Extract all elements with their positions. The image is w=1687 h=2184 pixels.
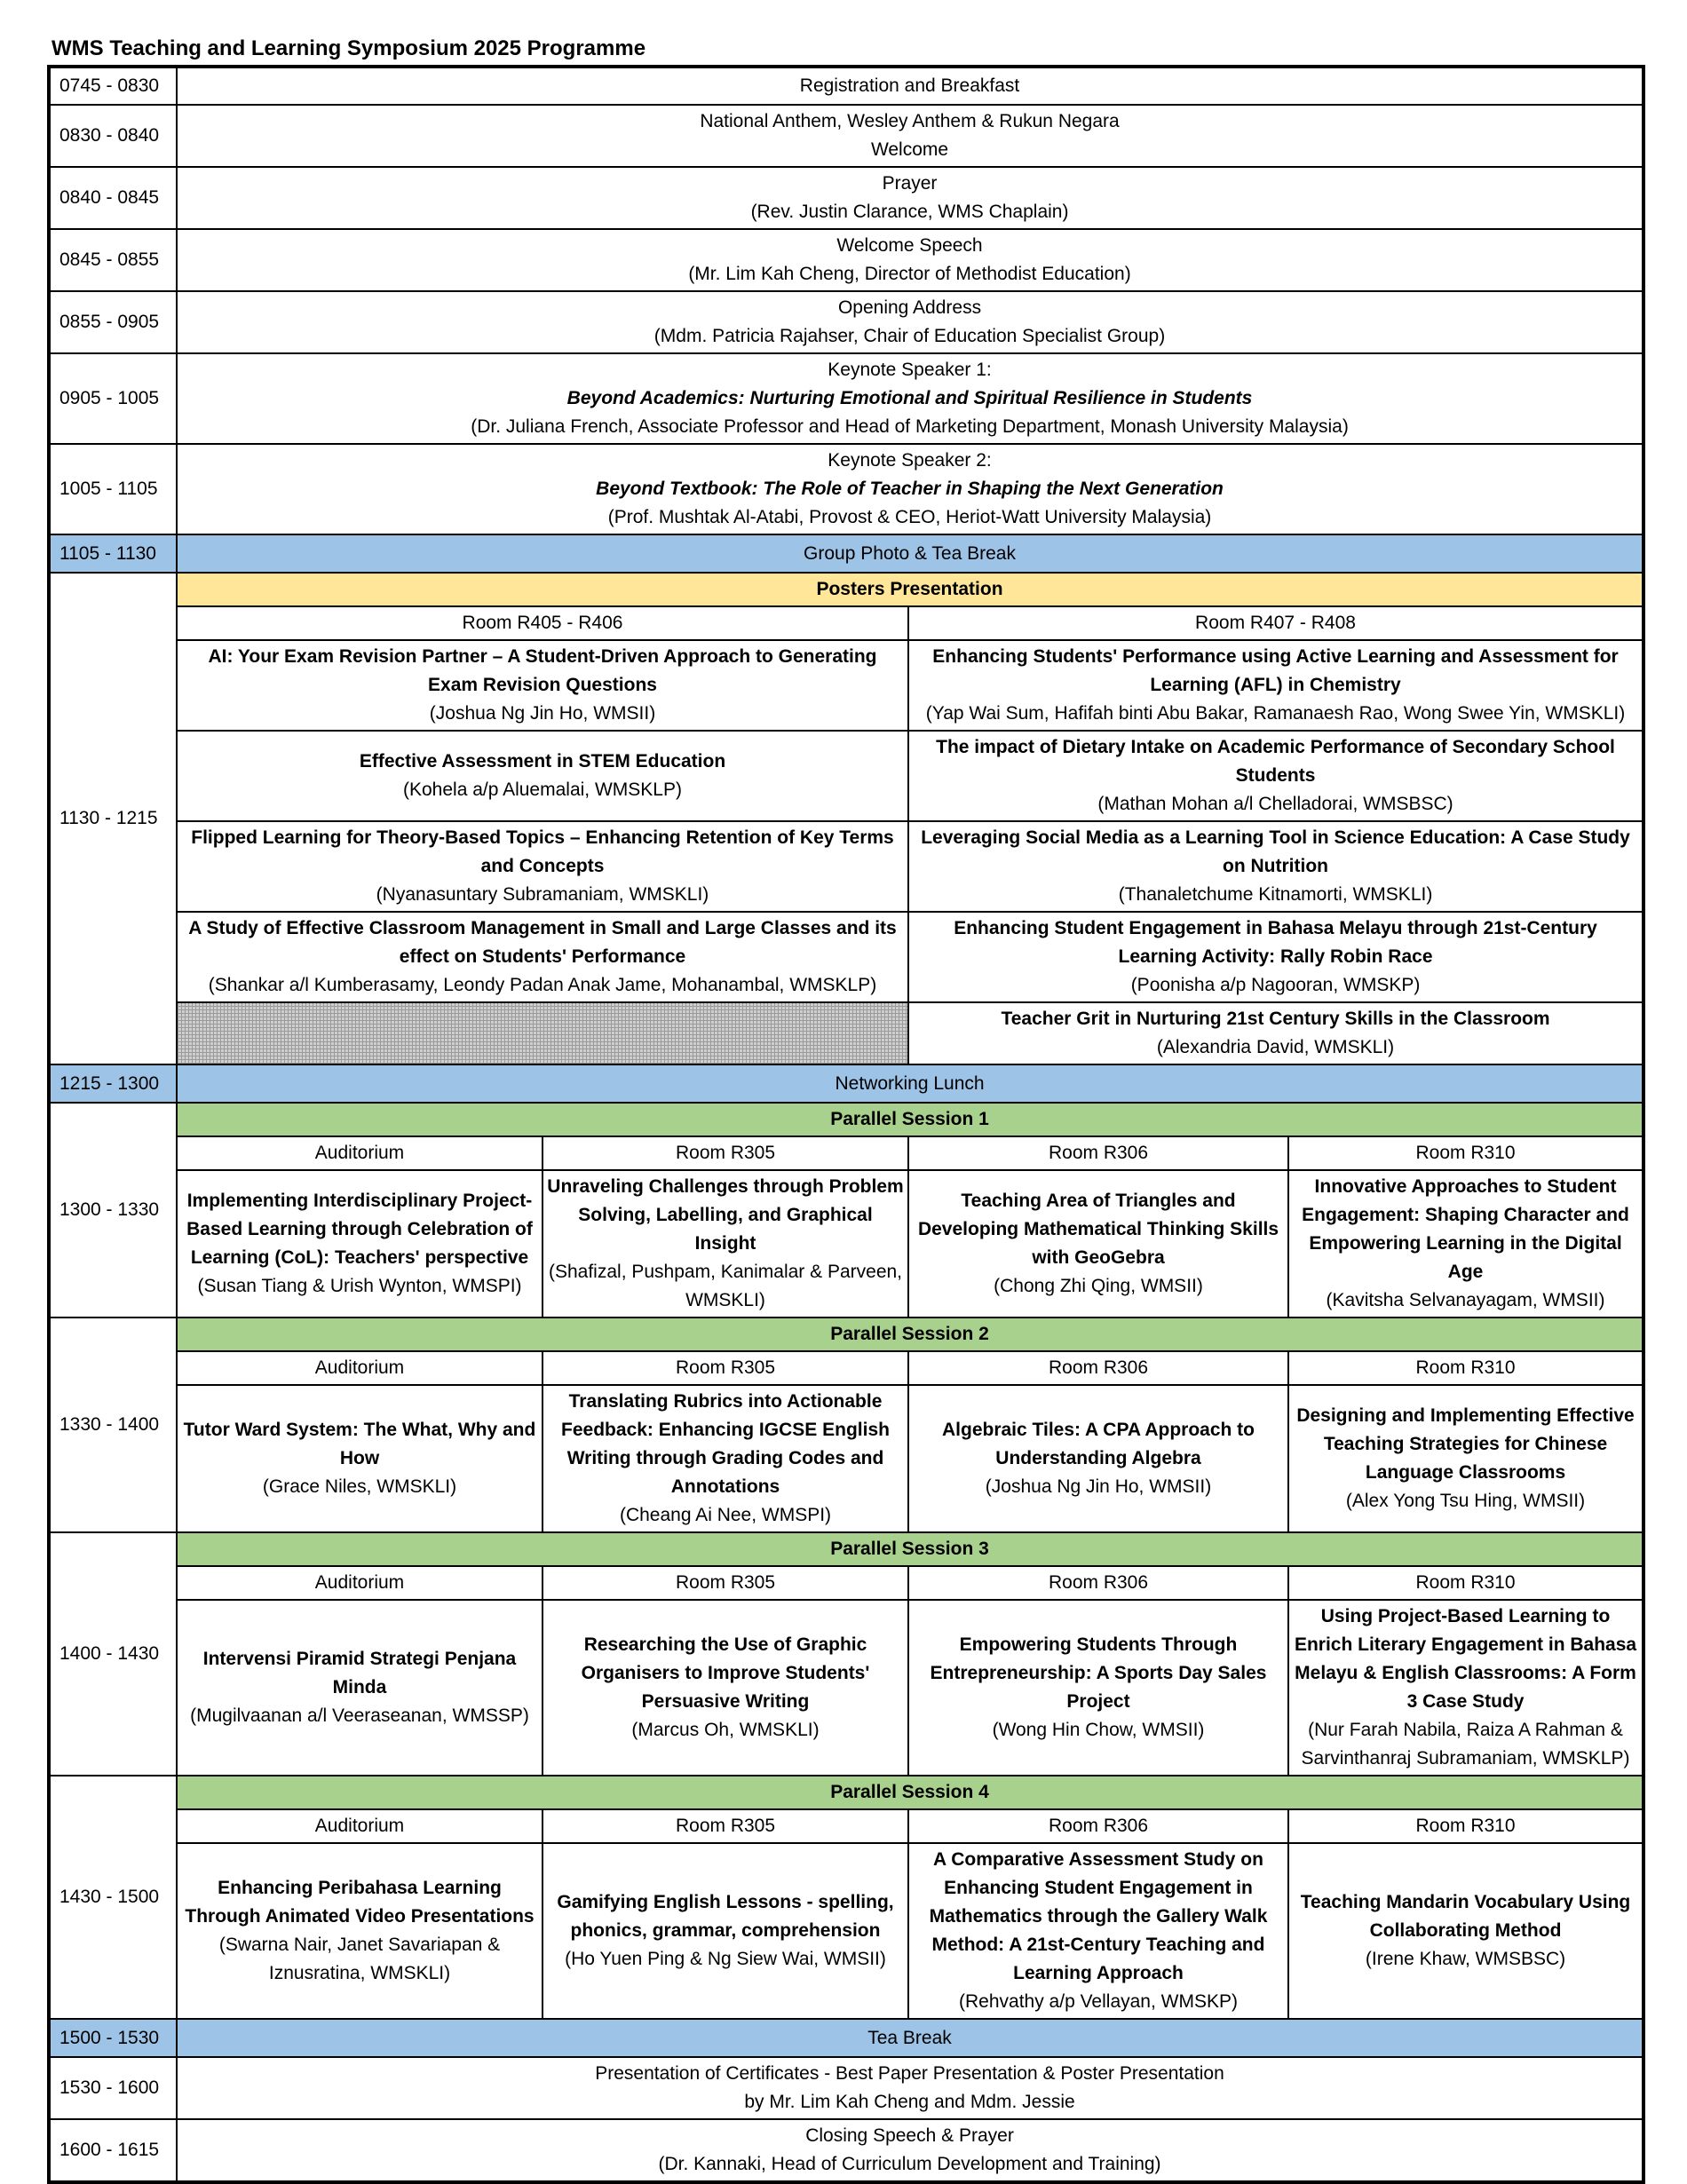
presentation-title: Enhancing Peribahasa Learning Through Animated Video Presentations <box>185 1878 535 1927</box>
session-header-row <box>49 1532 1643 1566</box>
keynote-cell <box>177 353 1643 444</box>
event-text: Closing Speech & Prayer <box>805 2125 1014 2146</box>
poster-title: AI: Your Exam Revision Partner – A Student-Driven Approach to Generating Exam Revision Questions <box>208 646 877 695</box>
presentation-presenter: (Shafizal, Pushpam, Kanimalar & Parveen, WMSKLI) <box>548 1262 903 1310</box>
time-cell: 0855 - 0905 <box>49 291 177 353</box>
session-header-row <box>49 1318 1643 1351</box>
presentation-row <box>49 1170 1643 1318</box>
presentation-presenter: (Cheang Ai Nee, WMSPI) <box>619 1505 832 1525</box>
presentation-title: Translating Rubrics into Actionable Feedback: Enhancing IGCSE English Writing through Grading Codes and Annotations <box>561 1391 890 1497</box>
event-text: Presentation of Certificates - Best Paper Presentation & Poster Presentation <box>595 2063 1224 2084</box>
event-cell <box>177 291 1643 353</box>
poster-presenter: (Thanaletchume Kitnamorti, WMSKLI) <box>1118 884 1433 905</box>
presentation-title: Teaching Area of Triangles and Developing Mathematical Thinking Skills with GeoGebra <box>917 1191 1279 1268</box>
room-label: Room R305 <box>543 1136 908 1170</box>
event-speaker: by Mr. Lim Kah Cheng and Mdm. Jessie <box>744 2092 1075 2112</box>
poster-presenter: (Kohela a/p Aluemalai, WMSKLP) <box>403 779 682 800</box>
presentation-cell <box>908 1600 1288 1776</box>
presentation-cell <box>177 1170 543 1318</box>
poster-cell <box>177 640 908 731</box>
presentation-cell <box>908 1170 1288 1318</box>
poster-presenter: (Mathan Mohan a/l Chelladorai, WMSBSC) <box>1097 794 1453 814</box>
break-row <box>49 534 1643 573</box>
keynote-cell <box>177 444 1643 534</box>
poster-cell <box>177 821 908 912</box>
presentation-presenter: (Alex Yong Tsu Hing, WMSII) <box>1345 1491 1586 1511</box>
room-label: Auditorium <box>177 1136 543 1170</box>
room-label: Auditorium <box>177 1351 543 1385</box>
presentation-presenter: (Kavitsha Selvanayagam, WMSII) <box>1326 1290 1605 1310</box>
presentation-cell <box>1288 1843 1643 2019</box>
room-label: Room R306 <box>908 1136 1288 1170</box>
presentation-title: Unraveling Challenges through Problem Solving, Labelling, and Graphical Insight <box>547 1176 904 1254</box>
presentation-presenter: (Wong Hin Chow, WMSII) <box>992 1720 1205 1740</box>
poster-title: A Study of Effective Classroom Management in Small and Large Classes and its effect on Students' Performance <box>188 918 897 967</box>
time-cell: 1430 - 1500 <box>49 1776 177 2019</box>
poster-title: Enhancing Students' Performance using Active Learning and Assessment for Learning (AFL) in Chemistry <box>932 646 1619 695</box>
presentation-title: Using Project-Based Learning to Enrich Literary Engagement in Bahasa Melayu & English Classrooms: A Form 3 Case Study <box>1294 1606 1637 1712</box>
schedule-row <box>49 167 1643 229</box>
presentation-cell <box>543 1600 908 1776</box>
poster-presenter: (Joshua Ng Jin Ho, WMSII) <box>429 703 656 724</box>
presentation-presenter: (Susan Tiang & Urish Wynton, WMSPI) <box>197 1276 522 1296</box>
keynote-row <box>49 444 1643 534</box>
poster-row <box>49 912 1643 1002</box>
presentation-row <box>49 1600 1643 1776</box>
room-row <box>49 1351 1643 1385</box>
poster-presenter: (Poonisha a/p Nagooran, WMSKP) <box>1130 975 1421 995</box>
presentation-title: Teaching Mandarin Vocabulary Using Collaborating Method <box>1300 1892 1631 1941</box>
keynote-heading: Keynote Speaker 1: <box>828 360 992 380</box>
event-text: Welcome Speech <box>836 235 983 256</box>
time-cell: 0840 - 0845 <box>49 167 177 229</box>
event-cell <box>177 2057 1643 2119</box>
presentation-presenter: (Swarna Nair, Janet Savariapan & Iznusratina, WMSKLI) <box>218 1935 501 1983</box>
presentation-presenter: (Grace Niles, WMSKLI) <box>262 1476 457 1497</box>
keynote-topic: Beyond Academics: Nurturing Emotional and Spiritual Resilience in Students <box>566 388 1253 408</box>
poster-cell <box>908 821 1643 912</box>
presentation-presenter: (Chong Zhi Qing, WMSII) <box>994 1276 1203 1296</box>
poster-title: Leveraging Social Media as a Learning Tool in Science Education: A Case Study on Nutrition <box>921 827 1630 876</box>
presentation-presenter: (Joshua Ng Jin Ho, WMSII) <box>985 1476 1212 1497</box>
time-cell: 1215 - 1300 <box>49 1064 177 1103</box>
room-label: Room R306 <box>908 1566 1288 1600</box>
break-row <box>49 1064 1643 1103</box>
keynote-topic: Beyond Textbook: The Role of Teacher in Shaping the Next Generation <box>596 479 1224 499</box>
session-header-row <box>49 1776 1643 1809</box>
room-row <box>49 1136 1643 1170</box>
event-text: Opening Address <box>837 297 982 318</box>
presentation-presenter: (Rehvathy a/p Vellayan, WMSKP) <box>959 1991 1238 2012</box>
time-cell: 1400 - 1430 <box>49 1532 177 1776</box>
session-heading: Parallel Session 4 <box>177 1776 1643 1809</box>
presentation-cell <box>1288 1385 1643 1532</box>
room-row <box>49 606 1643 640</box>
room-label: Room R405 - R406 <box>177 606 908 640</box>
presentation-cell <box>1288 1600 1643 1776</box>
presentation-presenter: (Nur Farah Nabila, Raiza A Rahman & Sarvinthanraj Subramaniam, WMSKLP) <box>1301 1720 1630 1769</box>
event-text: Welcome <box>870 139 949 160</box>
poster-presenter: (Shankar a/l Kumberasamy, Leondy Padan Anak Jame, Mohanambal, WMSKLP) <box>208 975 877 995</box>
break-label: Tea Break <box>177 2019 1643 2057</box>
break-label: Networking Lunch <box>177 1064 1643 1103</box>
presentation-cell <box>543 1843 908 2019</box>
room-label: Auditorium <box>177 1566 543 1600</box>
room-label: Room R310 <box>1288 1809 1643 1843</box>
poster-cell <box>177 731 908 821</box>
session-heading: Parallel Session 1 <box>177 1103 1643 1136</box>
presentation-cell <box>177 1843 543 2019</box>
poster-cell <box>177 912 908 1002</box>
room-label: Room R407 - R408 <box>908 606 1643 640</box>
time-cell: 0830 - 0840 <box>49 105 177 167</box>
keynote-heading: Keynote Speaker 2: <box>828 450 992 471</box>
time-cell: 1530 - 1600 <box>49 2057 177 2119</box>
poster-cell <box>908 1002 1643 1064</box>
posters-heading: Posters Presentation <box>177 573 1643 606</box>
poster-row <box>49 731 1643 821</box>
time-cell: 1300 - 1330 <box>49 1103 177 1318</box>
event-cell <box>177 229 1643 291</box>
keynote-row <box>49 353 1643 444</box>
poster-cell <box>908 640 1643 731</box>
poster-title: Teacher Grit in Nurturing 21st Century Skills in the Classroom <box>1001 1009 1550 1029</box>
room-label: Room R306 <box>908 1809 1288 1843</box>
schedule-row <box>49 291 1643 353</box>
presentation-title: Designing and Implementing Effective Teaching Strategies for Chinese Language Classrooms <box>1296 1405 1635 1483</box>
break-label: Group Photo & Tea Break <box>177 534 1643 573</box>
programme-table <box>47 65 1645 2184</box>
room-row <box>49 1809 1643 1843</box>
presentation-cell <box>908 1385 1288 1532</box>
time-cell: 1500 - 1530 <box>49 2019 177 2057</box>
room-label: Room R305 <box>543 1566 908 1600</box>
event-speaker: (Rev. Justin Clarance, WMS Chaplain) <box>750 202 1069 222</box>
presentation-cell <box>908 1843 1288 2019</box>
event-cell <box>177 2119 1643 2182</box>
presentation-presenter: (Mugilvaanan a/l Veeraseanan, WMSSP) <box>190 1705 529 1726</box>
poster-title: Effective Assessment in STEM Education <box>359 751 726 772</box>
poster-presenter: (Alexandria David, WMSKLI) <box>1156 1037 1395 1057</box>
presentation-title: Researching the Use of Graphic Organisers to Improve Students' Persuasive Writing <box>581 1634 870 1712</box>
presentation-presenter: (Marcus Oh, WMSKLI) <box>631 1720 820 1740</box>
poster-title: Flipped Learning for Theory-Based Topics – Enhancing Retention of Key Terms and Concepts <box>191 827 894 876</box>
presentation-cell <box>177 1600 543 1776</box>
room-label: Room R310 <box>1288 1566 1643 1600</box>
poster-title: The impact of Dietary Intake on Academic Performance of Secondary School Students <box>936 737 1615 786</box>
presentation-cell <box>543 1170 908 1318</box>
schedule-row <box>49 2119 1643 2182</box>
presentation-title: Innovative Approaches to Student Engagement: Shaping Character and Empowering Learning in the Digital Age <box>1302 1176 1629 1282</box>
session-header-row <box>49 1103 1643 1136</box>
time-cell: 0905 - 1005 <box>49 353 177 444</box>
room-label: Auditorium <box>177 1809 543 1843</box>
empty-poster-cell <box>177 1002 908 1064</box>
time-cell: 1130 - 1215 <box>49 573 177 1064</box>
presentation-presenter: (Ho Yuen Ping & Ng Siew Wai, WMSII) <box>565 1949 886 1969</box>
presentation-cell <box>1288 1170 1643 1318</box>
presentation-presenter: (Irene Khaw, WMSBSC) <box>1365 1949 1566 1969</box>
room-label: Room R305 <box>543 1809 908 1843</box>
time-cell: 0745 - 0830 <box>49 67 177 105</box>
session-heading: Parallel Session 3 <box>177 1532 1643 1566</box>
time-cell: 1005 - 1105 <box>49 444 177 534</box>
event-text: National Anthem, Wesley Anthem & Rukun Negara <box>700 111 1120 131</box>
session-heading: Parallel Session 2 <box>177 1318 1643 1351</box>
time-cell: 1330 - 1400 <box>49 1318 177 1532</box>
time-cell: 1105 - 1130 <box>49 534 177 573</box>
poster-presenter: (Yap Wai Sum, Hafifah binti Abu Bakar, Ramanaesh Rao, Wong Swee Yin, WMSKLI) <box>925 703 1626 724</box>
presentation-cell <box>177 1385 543 1532</box>
poster-row <box>49 640 1643 731</box>
poster-presenter: (Nyanasuntary Subramaniam, WMSKLI) <box>376 884 709 905</box>
presentation-row <box>49 1385 1643 1532</box>
event-speaker: (Mdm. Patricia Rajahser, Chair of Education Specialist Group) <box>653 326 1166 346</box>
schedule-row <box>49 105 1643 167</box>
presentation-title: A Comparative Assessment Study on Enhancing Student Engagement in Mathematics through the Gallery Walk Method: A 21st-Century Teaching and Learning Approach <box>929 1849 1268 1983</box>
schedule-row <box>49 67 1643 105</box>
poster-cell <box>908 731 1643 821</box>
page-title: WMS Teaching and Learning Symposium 2025 Programme <box>51 36 646 60</box>
poster-cell <box>908 912 1643 1002</box>
event-text: Prayer <box>882 173 938 194</box>
event-cell <box>177 105 1643 167</box>
presentation-row <box>49 1843 1643 2019</box>
time-cell: 0845 - 0855 <box>49 229 177 291</box>
presentation-title: Algebraic Tiles: A CPA Approach to Understanding Algebra <box>942 1420 1255 1468</box>
event-cell <box>177 67 1643 105</box>
keynote-speaker: (Prof. Mushtak Al-Atabi, Provost & CEO, Heriot-Watt University Malaysia) <box>607 507 1212 527</box>
event-speaker: (Mr. Lim Kah Cheng, Director of Methodist Education) <box>688 264 1131 284</box>
schedule-row <box>49 2057 1643 2119</box>
room-label: Room R310 <box>1288 1351 1643 1385</box>
room-label: Room R305 <box>543 1351 908 1385</box>
room-label: Room R310 <box>1288 1136 1643 1170</box>
time-cell: 1600 - 1615 <box>49 2119 177 2182</box>
presentation-title: Tutor Ward System: The What, Why and How <box>183 1420 536 1468</box>
event-cell <box>177 167 1643 229</box>
schedule-row <box>49 229 1643 291</box>
presentation-title: Implementing Interdisciplinary Project-Based Learning through Celebration of Learning (CoL): Teachers' perspective <box>186 1191 533 1268</box>
posters-header-row <box>49 573 1643 606</box>
room-row <box>49 1566 1643 1600</box>
event-text: Registration and Breakfast <box>799 75 1020 96</box>
poster-row <box>49 821 1643 912</box>
poster-row <box>49 1002 1643 1064</box>
poster-title: Enhancing Student Engagement in Bahasa Melayu through 21st-Century Learning Activity: Rally Robin Race <box>954 918 1597 967</box>
room-label: Room R306 <box>908 1351 1288 1385</box>
presentation-title: Intervensi Piramid Strategi Penjana Minda <box>202 1649 517 1697</box>
presentation-cell <box>543 1385 908 1532</box>
event-speaker: (Dr. Kannaki, Head of Curriculum Development and Training) <box>658 2154 1161 2174</box>
break-row <box>49 2019 1643 2057</box>
keynote-speaker: (Dr. Juliana French, Associate Professor and Head of Marketing Department, Monash University Malaysia) <box>471 416 1349 437</box>
presentation-title: Empowering Students Through Entrepreneurship: A Sports Day Sales Project <box>930 1634 1267 1712</box>
presentation-title: Gamifying English Lessons - spelling, phonics, grammar, comprehension <box>557 1892 894 1941</box>
